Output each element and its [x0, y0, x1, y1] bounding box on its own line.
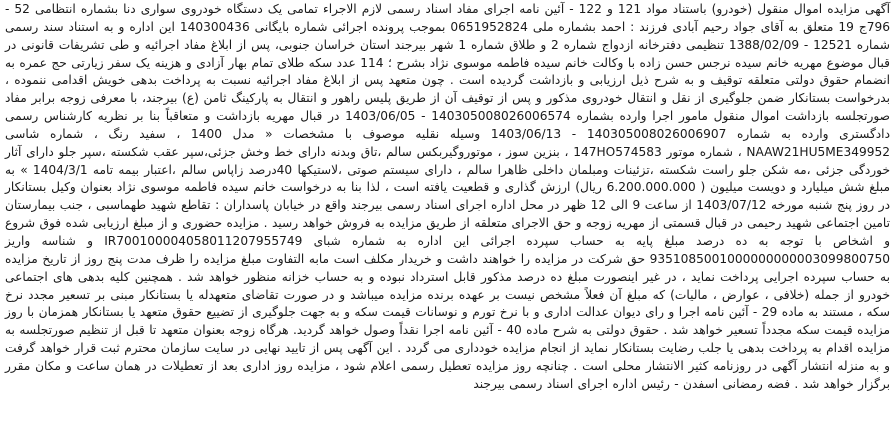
auction-notice-text: آگهی مزایده اموال منقول (خودرو) باستناد مواد 121 و 122 - آئین نامه اجرای مفاد اسناد رسمی لازم الاجراء تمامی یک دستگاه خودروی سواری دنا بشماره انتظامی 52 - 796ج 19 متعلق به آقای جواد رحیم آبادی فرزند : احمد بشماره ملی 0651952824 بموجب پرونده اجرائی شماره بایگانی 140300436 این اداره و به استناد سند رسمی شماره 12521 - 1388/02/09 تنظیمی دفترخانه ازدواج شماره 2 و طلاق شماره 1 شهر بیرجند استان خراسان جنوبی، پس از ابلاغ مفاد اجرائیه و طی تشریفات قانونی در قبال موضوع مهریه خانم سیده نرجس حسن زاده با وکالت خانم سیده فاطمه موسوی نژاد بشرح ؛ 114 عدد سکه طلای تمام بهار آزادی و هزینه یک سفر زیارتی حج عمره به انضمام حقوق دولتی متعلقه توقیف و به شرح ذیل ارزیابی و بازداشت گردیده است . چون متعهد پس از ابلاغ مفاد اجرائیه نسبت به پرداخت بدهی خویش اقدامی ننموده ، بدرخواست بستانکار ضمن جلوگیری از نقل و انتقال خودروی مذکور و پس از توقیف آن از طریق پلیس راهور و انتقال به پارکینگ ثامن (ع) بیرجند، با معرفی زوجه برابر مفاد صورتجلسه بازداشت اموال منقول مامور اجرا وارده بشماره 140305008026006574 - 1403/06/05 در قبال مهریه بازداشت و متعاقباً بنا بر نظریه کارشناس رسمی دادگستری وارده به شماره 140305008026006907 - 1403/06/13 وسیله نقلیه موصوف با مشخصات « مدل 1400 ، سفید رنگ ، شماره شاسی NAAW21HU5ME349952 ، شماره موتور 147HO574583 ، بنزین سوز ، موتوروگیربکس سالم ،تاق وبدنه دارای خط وخش جزئی،سپر عقب شکسته ،سپر جلو دارای آثار خوردگی جزئی ،مه شکن جلو راست شکسته ،تزئینات ومبلمان داخلی ظاهرا سالم ، دارای سیستم صوتی ،لاستیکها 40درصد زاپاس سالم ،اعتبار بیمه تامه 1404/3/1 » به مبلغ شش میلیارد و دویست میلیون ( 6.200.000.000 ریال) ارزش گذاری و قطعیت یافته است ، لذا بنا به درخواست خانم سیده فاطمه موسوی نژاد بعنوان وکیل بستانکار در روز پنج شنبه مورخه 1403/07/12 از ساعت 9 الی 12 ظهر در محل اداره اجرای اسناد رسمی بیرجند واقع در خیابان پاسداران : تقاطع شهید طهماسبی ، جنب بیمارستان تامین اجتماعی شهید رحیمی در قبال قسمتی از مهریه زوجه و حق الاجرای متعلقه از طریق مزایده به فروش خواهد رسید . مزایده حضوری و از مبلغ ارزیابی شده فوق شروع و اشخاص با توجه به ده درصد مبلغ پایه به حساب سپرده اجرائی این اداره به شماره شبای IR700100004058011207955749 و شناسه واریز 9351085001000000000003099800750 حق شرکت در مزایده را خواهند داشت و خریدار مکلف است مابه التفاوت مبلغ مزایده را ظرف مدت پنج روز از تاریخ مزایده به حساب سپرده اجرایی پرداخت نماید ، در غیر اینصورت مبلغ ده درصد مذکور قابل استرداد نبوده و به حساب خزانه منظور خواهد شد . همچنین کلیه بدهی های اجتماعی خودرو از جمله (خلافی ، عوارض ، مالیات) که مبلغ آن فعلاً مشخص نیست بر عهده برنده مزایده میباشد و در صورت تقاضای متعهدله یا بستانکار مبنی بر تسعیر مجدد نرخ سکه ، مستند به ماده 29 - آئین نامه اجرا و رای دیوان عدالت اداری و با نرخ تورم و نوسانات قیمت سکه و به جهت جلوگیری از تضییع حقوق متعهد یا بستانکار همزمان با روز مزایده قیمت سکه مجدداً تسعیر خواهد شد . حقوق دولتی به شرح ماده 40 - آئین نامه اجرا نقداً وصول خواهد گردید. هرگاه زوجه بعنوان متعهد تا قبل از تنظیم صورتجلسه به مزایده اقدام به پرداخت بدهی یا جلب رضایت بستانکار نماید از انجام مزایده خودداری می گردد . این آگهی پس از تایید نهایی در سایت سازمان محترم ثبت قرار خواهد گرفت و به منزله انتشار آگهی در روزنامه کثیر الانتشار محلی است . چنانچه روز مزایده تعطیل رسمی اعلام شود ، مزایده روز اداری بعد از تعطیلات در همان ساعت و مکان مقرر برگزار خواهد شد . فضه رمضانی اسفدن - رئیس اداره اجرای اسناد رسمی بیرجند — [5, 2, 891, 391]
